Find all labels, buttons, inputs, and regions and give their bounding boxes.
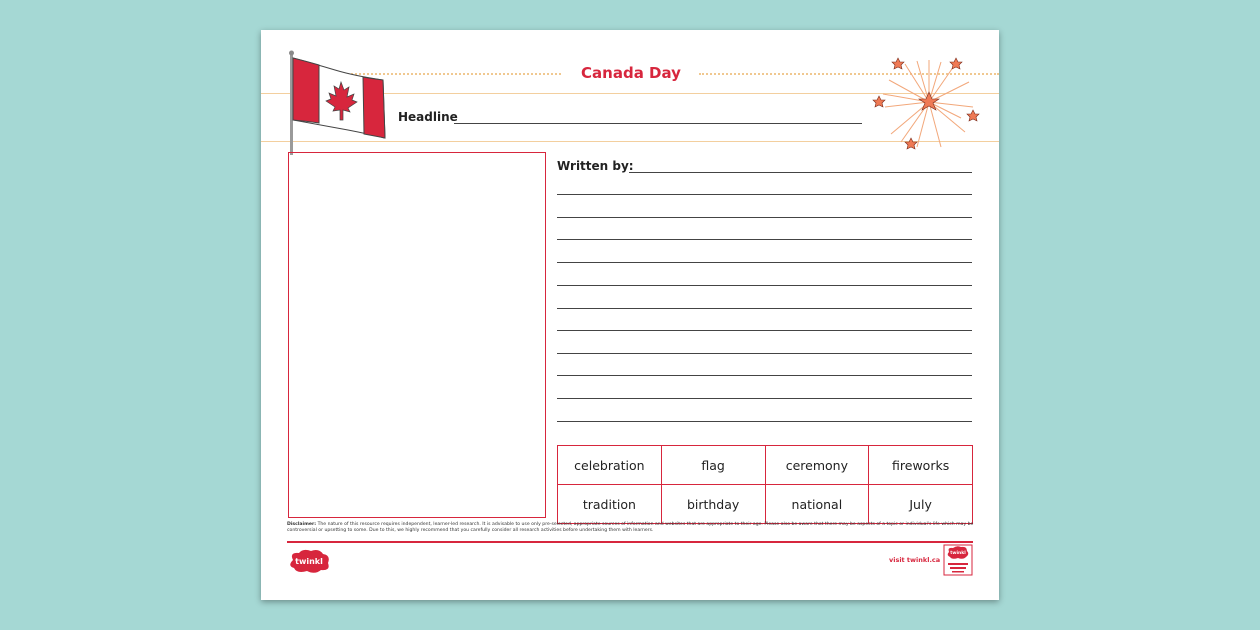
badge-text: twinkl: [950, 551, 966, 556]
word-bank-word: fireworks: [869, 446, 973, 485]
disclaimer: [287, 522, 977, 534]
writing-line[interactable]: [557, 194, 972, 195]
footer-divider: [287, 541, 973, 543]
fireworks-icon: [869, 52, 989, 157]
writing-line[interactable]: [557, 285, 972, 286]
page-title: Canada Day: [581, 64, 681, 82]
writing-line[interactable]: [557, 262, 972, 263]
writing-line[interactable]: [557, 421, 972, 422]
disclaimer-heading: Disclaimer:: [287, 522, 317, 527]
word-bank-word: birthday: [661, 485, 765, 524]
logo-text: twinkl: [295, 557, 323, 566]
written-by-label: Written by:: [557, 159, 634, 173]
visit-link[interactable]: visit twinkl.ca: [889, 556, 941, 564]
word-bank-word: national: [765, 485, 869, 524]
word-bank-word: ceremony: [765, 446, 869, 485]
worksheet-page: [261, 30, 999, 600]
writing-line[interactable]: [557, 308, 972, 309]
writing-line[interactable]: [557, 239, 972, 240]
writing-line[interactable]: [557, 375, 972, 376]
writing-line[interactable]: [557, 398, 972, 399]
quality-badge-icon: [943, 544, 973, 576]
written-by-write-line[interactable]: [629, 172, 972, 173]
word-bank-word: flag: [661, 446, 765, 485]
twinkl-logo: [287, 548, 331, 574]
headline-write-line[interactable]: [454, 123, 862, 124]
headline-label: Headline: [398, 110, 458, 124]
word-bank-row: [558, 485, 973, 524]
picture-box[interactable]: [288, 152, 546, 518]
disclaimer-text: The nature of this resource requires independent, learner-led research. It is advisable to use only pre-selected, appropriate sources of information and websites that are appropriate to their age. Please also be aware that there may be aspects of a topic or individual's life which may be controversial or upsetting to some. Due to this, we highly recommend that you carefully consider all research activities before undertaking them with learners.: [287, 522, 974, 533]
word-bank-word: celebration: [558, 446, 662, 485]
canada-flag-icon: [285, 50, 395, 160]
word-bank-word: tradition: [558, 485, 662, 524]
writing-line[interactable]: [557, 330, 972, 331]
word-bank-row: [558, 446, 973, 485]
writing-line[interactable]: [557, 217, 972, 218]
writing-line[interactable]: [557, 353, 972, 354]
word-bank-table: [557, 445, 973, 524]
word-bank-word: July: [869, 485, 973, 524]
